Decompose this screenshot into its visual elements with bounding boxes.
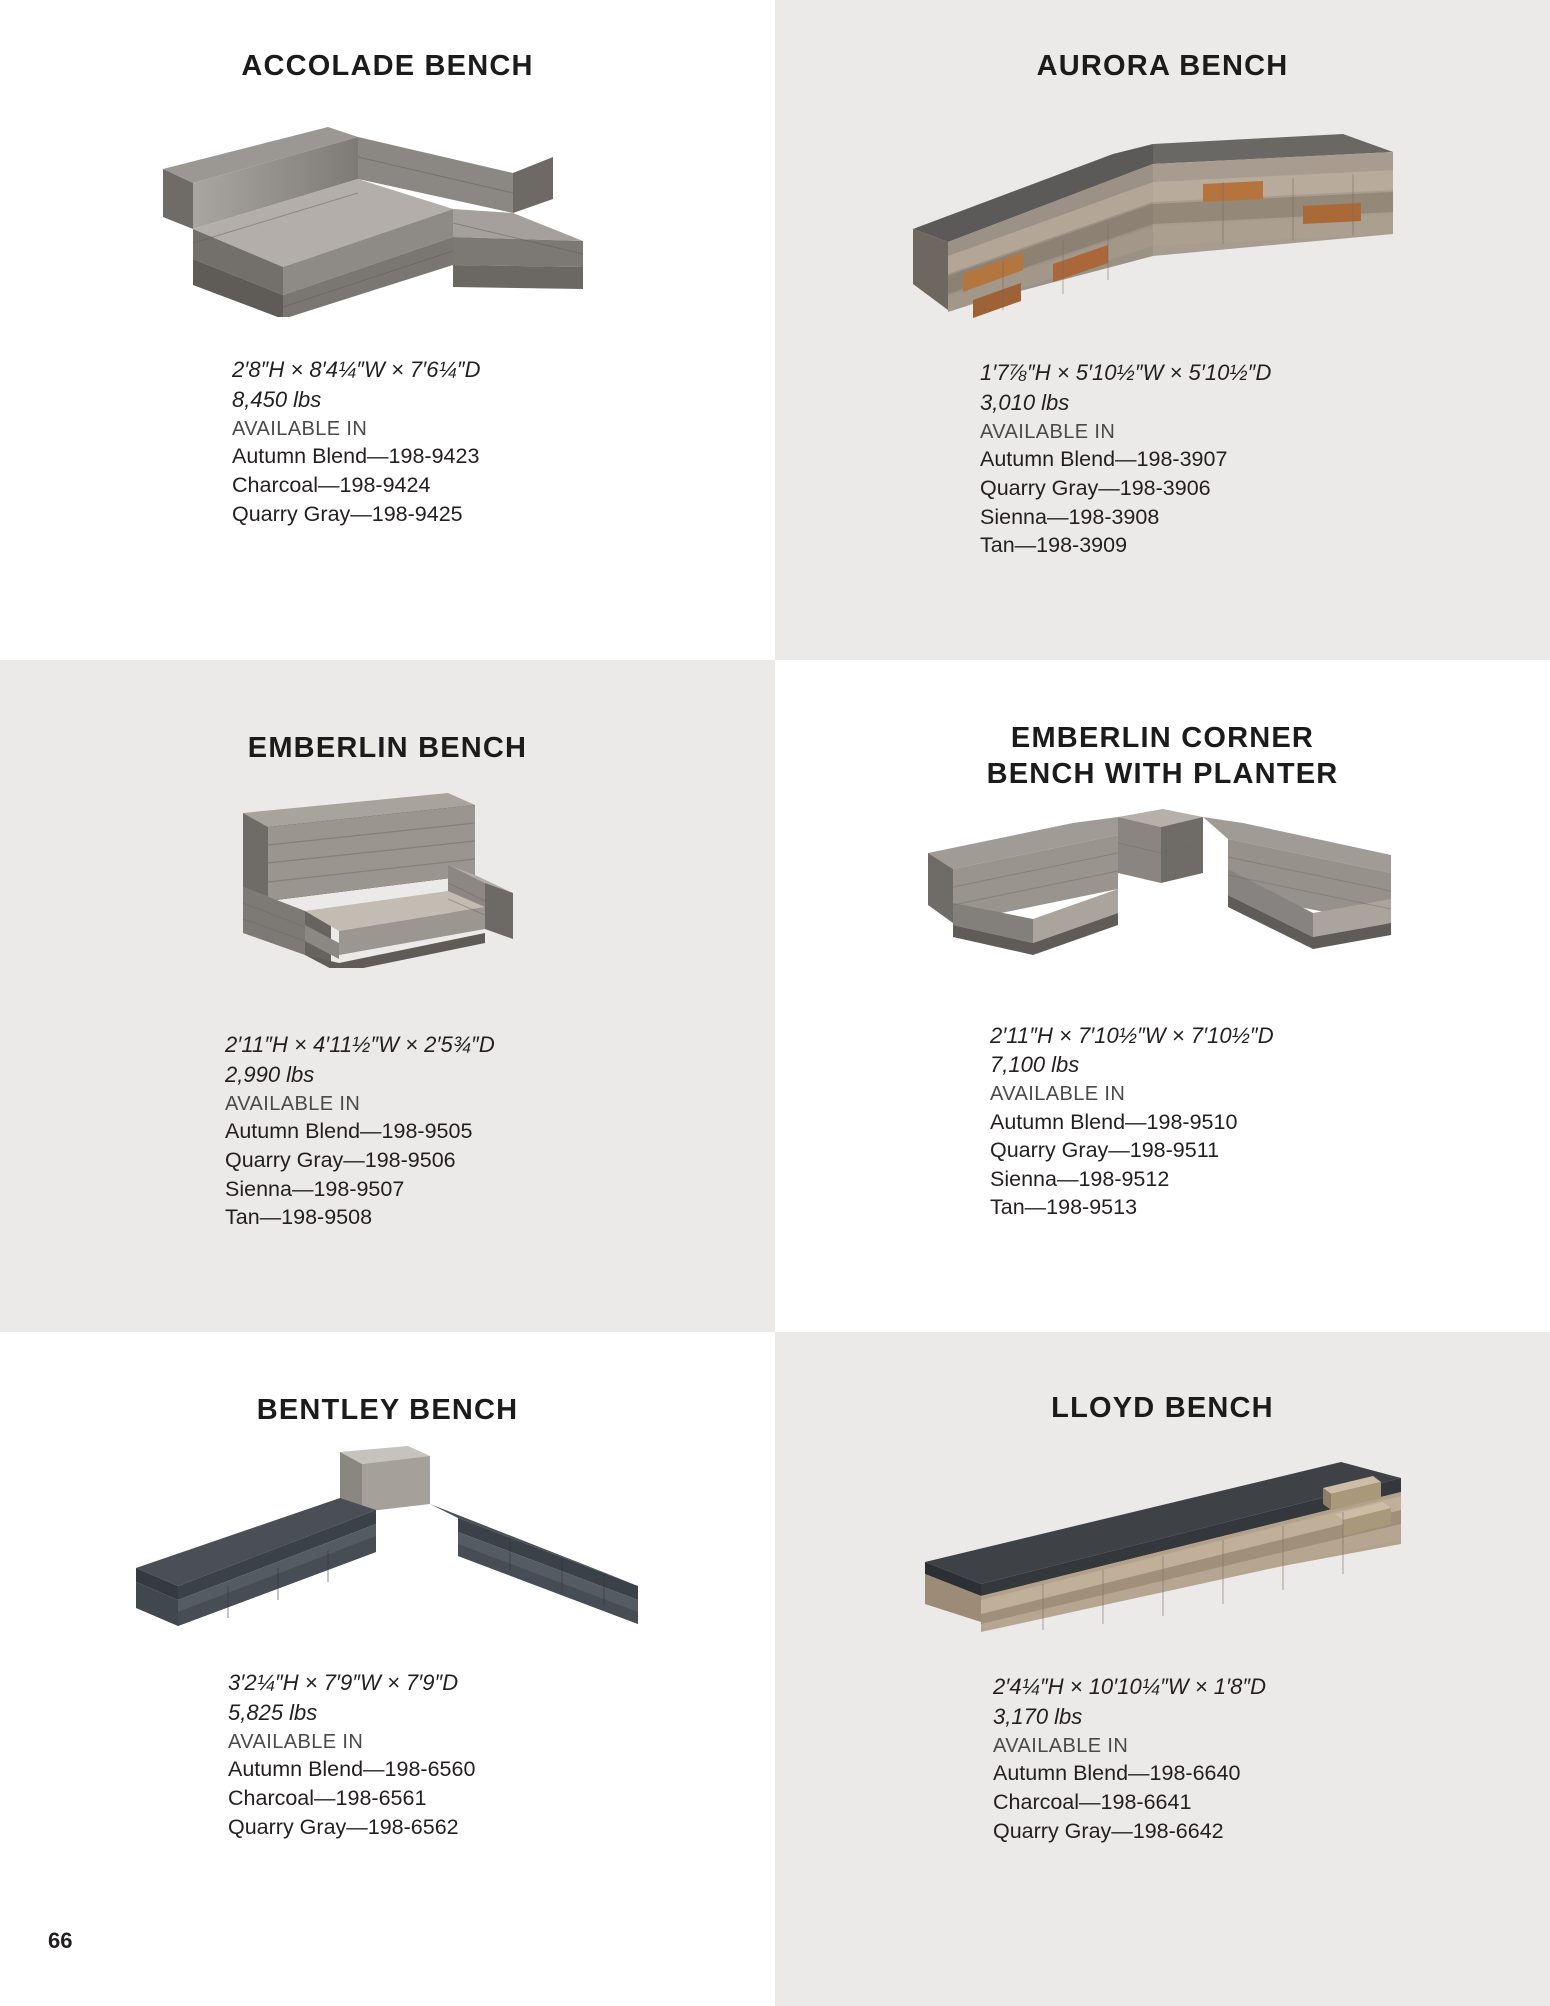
- dimensions: 2′4¼″H × 10′10¼″W × 1′8″D: [993, 1674, 1267, 1700]
- dimensions: 2′11″H × 7′10½″W × 7′10½″D: [990, 1022, 1274, 1048]
- product-title-line-2: BENCH WITH PLANTER: [986, 758, 1339, 791]
- dimensions: 2′8″H × 8′4¼″W × 7′6¼″D: [232, 357, 481, 383]
- color-sku: Charcoal—198-6561: [228, 1785, 427, 1810]
- weight: 7,100 lbs: [990, 1051, 1080, 1077]
- color-sku: Quarry Gray—198-9425: [232, 501, 463, 526]
- color-sku: Sienna—198-9512: [990, 1166, 1170, 1191]
- product-title: AURORA BENCH: [1036, 50, 1289, 82]
- product-card-accolade-bench: [0, 0, 775, 660]
- product-card-bentley-bench: [0, 1332, 775, 2006]
- weight: 3,010 lbs: [980, 389, 1070, 415]
- color-sku: Autumn Blend—198-6640: [993, 1761, 1241, 1786]
- available-label: AVAILABLE IN: [990, 1083, 1126, 1105]
- color-sku: Autumn Blend—198-6560: [228, 1757, 476, 1782]
- page-number: 66: [48, 1928, 73, 1953]
- product-card-emberlin-corner-bench-with-planter: [775, 660, 1550, 1332]
- weight: 3,170 lbs: [993, 1703, 1083, 1729]
- color-sku: Tan—198-9508: [225, 1205, 373, 1230]
- available-label: AVAILABLE IN: [980, 420, 1116, 443]
- available-label: AVAILABLE IN: [232, 417, 368, 440]
- product-title-line-1: EMBERLIN CORNER: [1010, 722, 1315, 754]
- color-sku: Quarry Gray—198-9506: [225, 1147, 456, 1172]
- product-title: LLOYD BENCH: [1051, 1392, 1274, 1424]
- product-card-lloyd-bench: [775, 1332, 1550, 2006]
- product-card-emberlin-bench: [0, 660, 775, 1332]
- available-label: AVAILABLE IN: [993, 1734, 1129, 1757]
- product-specs: [228, 1668, 775, 1841]
- color-sku: Quarry Gray—198-9511: [990, 1138, 1220, 1163]
- product-title: [775, 660, 1550, 793]
- product-title: EMBERLIN BENCH: [247, 732, 528, 764]
- lloyd-bench-photo: [775, 1444, 1550, 1634]
- accolade-bench-photo: [0, 102, 775, 317]
- emberlin-corner-bench-with-planter-photo: [775, 803, 1550, 963]
- product-card-aurora-bench: [775, 0, 1550, 660]
- dimensions: 2′11″H × 4′11½″W × 2′5¾″D: [225, 1032, 495, 1058]
- aurora-bench-photo: [775, 104, 1550, 324]
- product-title: BENTLEY BENCH: [256, 1394, 519, 1426]
- product-specs: [980, 358, 1550, 559]
- bentley-bench-photo: [0, 1440, 775, 1630]
- color-sku: Autumn Blend—198-3907: [980, 447, 1228, 472]
- color-sku: Charcoal—198-9424: [232, 472, 431, 497]
- product-specs: [225, 1030, 775, 1231]
- color-sku: Tan—198-9513: [990, 1195, 1138, 1220]
- color-sku: Quarry Gray—198-6562: [228, 1814, 459, 1839]
- dimensions: 1′7⅞″H × 5′10½″W × 5′10½″D: [980, 360, 1272, 386]
- available-label: AVAILABLE IN: [225, 1092, 361, 1115]
- dimensions: 3′2¼″H × 7′9″W × 7′9″D: [228, 1670, 459, 1696]
- weight: 2,990 lbs: [225, 1061, 315, 1087]
- color-sku: Quarry Gray—198-3906: [980, 475, 1211, 500]
- product-specs: [990, 1021, 1550, 1222]
- color-sku: Quarry Gray—198-6642: [993, 1818, 1224, 1843]
- weight: 8,450 lbs: [232, 386, 322, 412]
- color-sku: Sienna—198-9507: [225, 1176, 405, 1201]
- product-title: ACCOLADE BENCH: [241, 50, 534, 82]
- available-label: AVAILABLE IN: [228, 1730, 364, 1753]
- color-sku: Autumn Blend—198-9423: [232, 444, 480, 469]
- color-sku: Autumn Blend—198-9510: [990, 1109, 1238, 1134]
- color-sku: Autumn Blend—198-9505: [225, 1119, 473, 1144]
- color-sku: Charcoal—198-6641: [993, 1789, 1192, 1814]
- emberlin-bench-photo: [0, 778, 775, 968]
- weight: 5,825 lbs: [228, 1699, 318, 1725]
- color-sku: Sienna—198-3908: [980, 504, 1160, 529]
- product-specs: [993, 1672, 1550, 1845]
- color-sku: Tan—198-3909: [980, 533, 1128, 558]
- product-specs: [232, 355, 775, 528]
